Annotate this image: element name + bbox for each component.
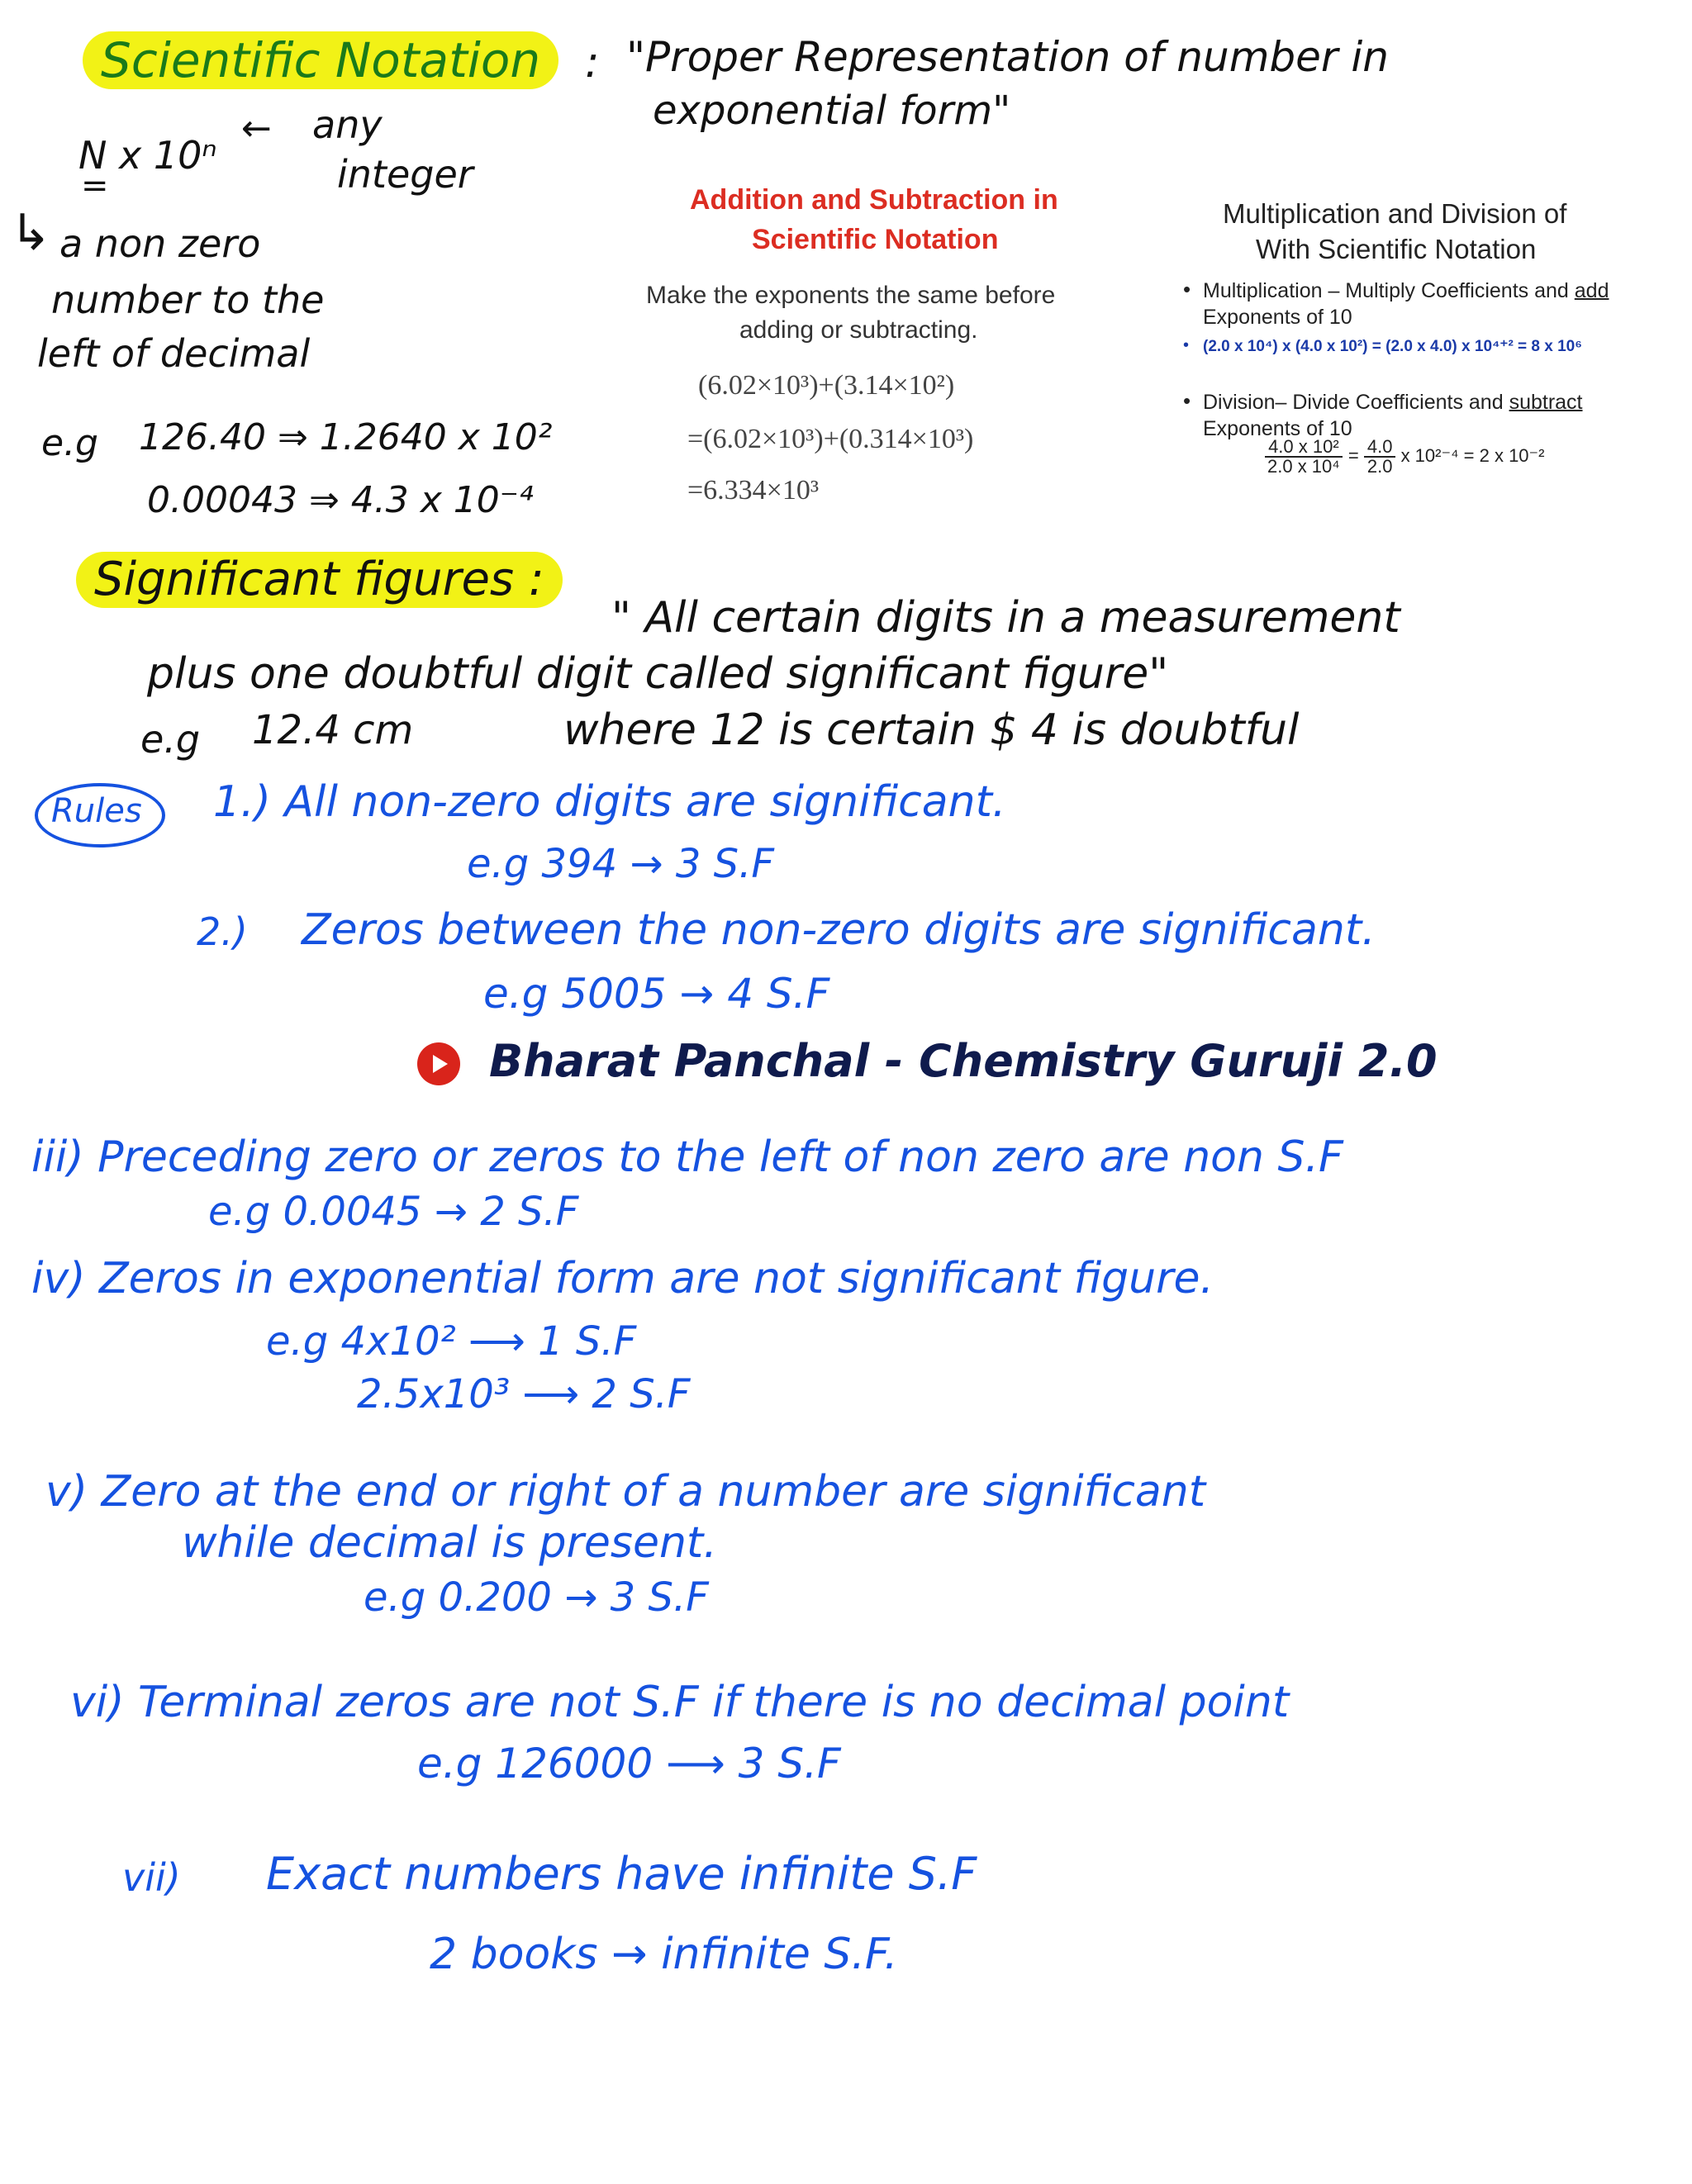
sigfig-eg-value: 12.4 cm [252, 707, 414, 753]
muldiv-title-line-2: With Scientific Notation [1256, 234, 1537, 264]
fraction-2 [1364, 438, 1396, 476]
fraction-1-denominator: 2.0 x 10⁴ [1267, 456, 1340, 477]
muldiv-bullet-3 [1203, 392, 1583, 413]
sigfig-eg-description: where 12 is certain $ 4 is doubtful [563, 705, 1300, 755]
rule-5-example: e.g 0.200 → 3 S.F [364, 1574, 709, 1621]
muldiv-bullet-1-cont: Exponents of 10 [1203, 306, 1352, 329]
definition-line-1: "Proper Representation of number in [626, 33, 1389, 81]
rule-2: Zeros between the non-zero digits are significant. [302, 905, 1376, 955]
scientific-notation-title: Scientific Notation [83, 31, 558, 89]
bullet-3-text: Division– Divide Coefficients and [1203, 391, 1509, 414]
division-result: x 10²⁻⁴ = 2 x 10⁻² [1400, 444, 1545, 466]
formula-note-any: any [312, 102, 383, 147]
example-2: 0.00043 ⇒ 4.3 x 10⁻⁴ [147, 479, 534, 521]
fraction-1 [1264, 438, 1343, 476]
muldiv-bullet-3-cont: Exponents of 10 [1203, 417, 1352, 440]
example-eg-label: e.g [41, 422, 98, 464]
equals-sign: = [1347, 444, 1359, 466]
bullet-3-emphasis: subtract [1509, 391, 1583, 414]
bullet-dot-3: • [1183, 388, 1191, 413]
rule-5-line-1: v) Zero at the end or right of a number are significant [45, 1467, 1206, 1517]
rule-3-example: e.g 0.0045 → 2 S.F [208, 1189, 579, 1235]
addsub-eq-2: =(6.02×10³)+(0.314×10³) [687, 424, 974, 454]
fraction-2-denominator: 2.0 [1366, 456, 1393, 477]
addsub-title-line-2: Scientific Notation [752, 224, 999, 255]
bullet-1-emphasis: add [1574, 279, 1609, 302]
addsub-desc-line-2: adding or subtracting. [739, 316, 978, 344]
n-description-3: left of decimal [37, 331, 311, 376]
title-colon: : [585, 38, 600, 88]
formula: N x 10ⁿ [78, 133, 217, 178]
muldiv-bullet-1 [1203, 281, 1609, 301]
fraction-2-numerator: 4.0 [1364, 438, 1396, 458]
rule-7-number: vii) [122, 1855, 181, 1900]
rule-4-example-2: 2.5x10³ ⟶ 2 S.F [357, 1371, 691, 1417]
addsub-desc-line-1: Make the exponents the same before [646, 282, 1056, 309]
sigfig-eg-label: e.g [140, 717, 201, 762]
n-description-2: number to the [51, 278, 325, 322]
rule-2-number: 2.) [197, 909, 248, 954]
rule-1-example: e.g 394 → 3 S.F [467, 841, 774, 887]
rule-4: iv) Zeros in exponential form are not significant figure. [31, 1254, 1214, 1303]
formula-note-integer: integer [337, 152, 473, 197]
rule-6-example: e.g 126000 ⟶ 3 S.F [417, 1740, 841, 1788]
rule-4-example-1: e.g 4x10² ⟶ 1 S.F [266, 1318, 637, 1365]
sigfig-def-line-2: plus one doubtful digit called significant figure" [147, 649, 1169, 699]
division-example [1264, 438, 1544, 476]
definition-line-2: exponential form" [653, 88, 1011, 134]
rules-badge-label: Rules [51, 792, 142, 830]
n-underline-mark: = [81, 167, 109, 205]
youtube-icon [417, 1042, 460, 1085]
n-description-1: a non zero [59, 221, 261, 266]
bullet-dot-1: • [1183, 277, 1191, 301]
addition-subtraction-panel [628, 178, 1157, 525]
addsub-eq-3: =6.334×10³ [687, 475, 820, 506]
rule-3: iii) Preceding zero or zeros to the left of non zero are non S.F [31, 1132, 1343, 1182]
rule-5-line-2: while decimal is present. [182, 1518, 717, 1568]
bullet-1-text: Multiplication – Multiply Coefficients and [1203, 279, 1575, 302]
bullet-dot-2: • [1183, 336, 1190, 354]
multiplication-division-panel [1173, 190, 1661, 520]
sigfig-def-line-1: " All certain digits in a measurement [611, 593, 1400, 643]
addsub-eq-1: (6.02×10³)+(3.14×10²) [698, 370, 955, 401]
muldiv-bullet-2: (2.0 x 10⁴) x (4.0 x 10²) = (2.0 x 4.0) x 10⁴⁺² = 8 x 10⁶ [1203, 338, 1582, 355]
muldiv-title-line-1: Multiplication and Division of [1223, 198, 1567, 229]
significant-figures-title: Significant figures : [76, 552, 563, 608]
rule-7: Exact numbers have infinite S.F [266, 1848, 977, 1900]
credit-text: Bharat Panchal - Chemistry Guruji 2.0 [489, 1035, 1438, 1087]
rule-7-example: 2 books → infinite S.F. [430, 1930, 898, 1979]
n-arrow: ↳ [10, 204, 52, 262]
rule-6: vi) Terminal zeros are not S.F if there is no decimal point [70, 1678, 1290, 1727]
fraction-1-numerator: 4.0 x 10² [1265, 438, 1343, 458]
rule-2-example: e.g 5005 → 4 S.F [483, 970, 830, 1018]
addsub-title-line-1: Addition and Subtraction in [690, 184, 1058, 216]
rule-1: 1.) All non-zero digits are significant. [213, 777, 1006, 827]
formula-note-arrow: ← [241, 107, 272, 150]
example-1: 126.40 ⇒ 1.2640 x 10² [139, 416, 553, 458]
